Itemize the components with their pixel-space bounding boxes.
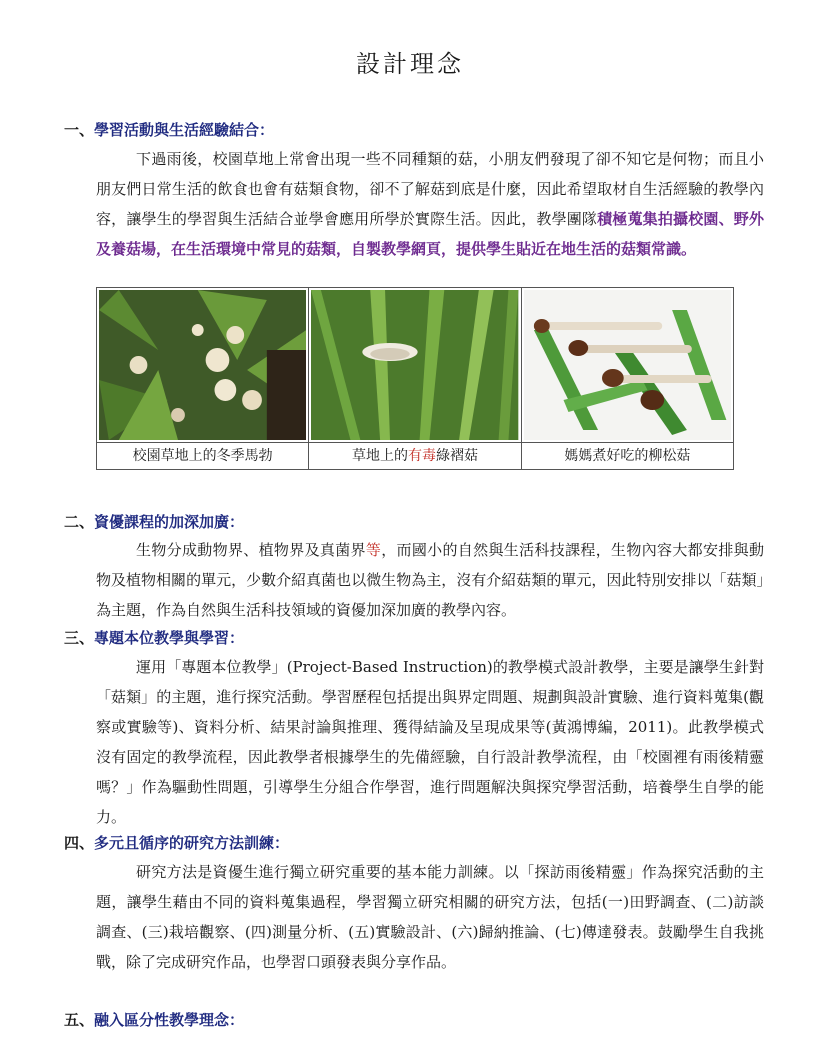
section-2-title: 資優課程的加深加廣： — [94, 513, 245, 531]
section-5-number: 五、 — [64, 1011, 95, 1029]
section-3-title: 專題本位教學與學習： — [94, 629, 245, 647]
section-2-red-text: 等 — [365, 541, 382, 559]
section-3-paragraph: 運用「專題本位教學」(Project-Based Instruction)的教學模式設計教學，主要是讓學生針對「菇類」的主題，進行探究活動。學習歷程包括提出與界定問題、規劃與設計實驗、進行資料蒐集(觀察或實驗等)、資料分析、結果討論與推理、獲得結論及呈現成果等(黃鴻博編，2011)。此教學模式沒有固定的教學流程，因此教學者根據學生的先備經驗，自行設計教學流程，由「校園裡有雨後精靈嗎？」作為驅動性問題，引導學生分組合作學習，進行問題解決與探究學習活動，培養學生自學的能力。 — [96, 658, 764, 826]
photo-willow-mushroom — [524, 290, 731, 440]
section-5-title: 融入區分性教學理念： — [94, 1011, 245, 1029]
section-4-paragraph: 研究方法是資優生進行獨立研究重要的基本能力訓練。以「探訪雨後精靈」作為探究活動的主題，讓學生藉由不同的資料蒐集過程，學習獨立研究相關的研究方法，包括(一)田野調查、(二)訪談調查、(三)栽培觀察、(四)測量分析、(五)實驗設計、(六)歸納推論、(七)傳達發表。鼓勵學生自我挑戰，除了完成研究作品，也學習口頭發表與分享作品。 — [96, 863, 764, 971]
photo-caption-1: 校園草地上的冬季馬勃 — [97, 443, 309, 470]
section-4-title: 多元且循序的研究方法訓練： — [94, 834, 290, 852]
section-1-highlight: 積極蒐集拍攝校園、野外及養菇場，在生活環境中常見的菇類，自製教學網頁，提供學生貼近在地生活的菇類常識。 — [96, 210, 764, 258]
section-1-text: 下過雨後，校園草地上常會出現一些不同種類的菇，小朋友們發現了卻不知它是何物；而且小朋友們日常生活的飲食也會有菇類食物，卻不了解菇到底是什麼，因此希望取材自生活經驗的教學內容，讓學生的學習與生活結合並學會應用所學於實際生活。因此，教學團隊 — [96, 150, 764, 228]
section-2-heading — [64, 512, 244, 532]
photo-puffball — [99, 290, 306, 440]
photo-green-gill — [311, 290, 518, 440]
caption-2-text-a: 草地上的 — [351, 448, 408, 464]
section-2-number: 二、 — [64, 513, 95, 531]
section-1-paragraph — [96, 144, 764, 264]
section-1-number: 一、 — [64, 121, 95, 139]
caption-2-text-b: 綠褶菇 — [435, 448, 478, 464]
section-2-text-a: 生物分成動物界、植物界及真菌界 — [136, 541, 366, 559]
section-1-title: 學習活動與生活經驗結合： — [94, 121, 275, 139]
caption-2-toxic: 有毒 — [407, 448, 436, 464]
section-5-heading — [64, 1010, 244, 1030]
photo-caption-2 — [309, 443, 521, 470]
photo-table — [96, 287, 734, 470]
section-1-heading — [64, 120, 274, 140]
photo-caption-3: 媽媽煮好吃的柳松菇 — [521, 443, 733, 470]
section-3-heading — [64, 628, 244, 648]
section-2-paragraph — [96, 535, 764, 625]
section-2-text-b: ，而國小的自然與生活科技課程，生物內容大都安排與動物及植物相關的單元，少數介紹真菌也以微生物為主，沒有介紹菇類的單元，因此特別安排以「菇類」為主題，作為自然與生活科技領域的資優加深加廣的教學內容。 — [96, 541, 764, 619]
section-3-number: 三、 — [64, 629, 95, 647]
section-4-heading — [64, 833, 289, 853]
section-4-number: 四、 — [64, 834, 95, 852]
page-title: 設計理念 — [356, 50, 464, 78]
